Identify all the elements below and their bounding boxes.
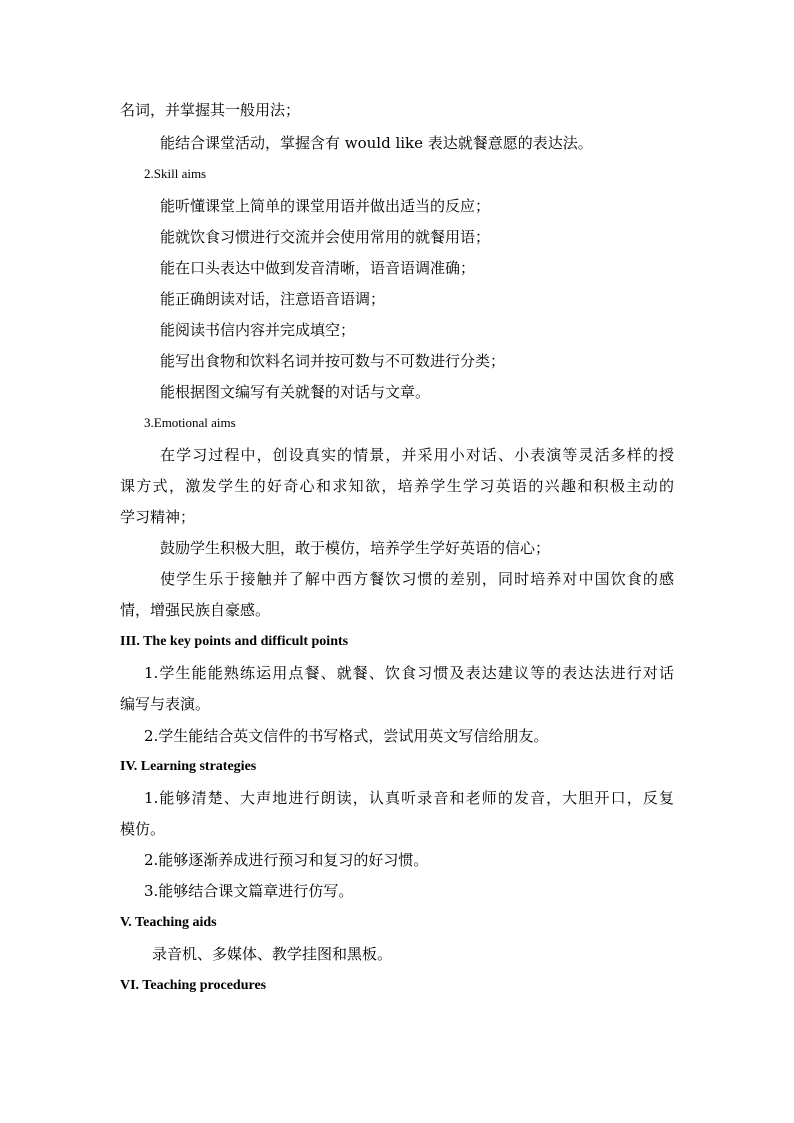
paragraph-line: 鼓励学生积极大胆，敢于模仿，培养学生学好英语的信心； bbox=[160, 539, 551, 557]
section-heading-teaching-aids: V. Teaching aids bbox=[120, 915, 217, 930]
paragraph-line: 3.能够结合课文篇章进行仿写。 bbox=[144, 882, 354, 900]
paragraph-line: 1.学生能能熟练运用点餐、就餐、饮食习惯及表达建议等的表达法进行对话 bbox=[144, 664, 674, 682]
paragraph-line: 能听懂课堂上简单的课堂用语并做出适当的反应； bbox=[160, 197, 491, 215]
section-heading-key-points: III. The key points and difficult points bbox=[120, 634, 349, 649]
paragraph-line: 能就饮食习惯进行交流并会使用常用的就餐用语； bbox=[160, 228, 491, 246]
paragraph-line: 能写出食物和饮料名词并按可数与不可数进行分类； bbox=[160, 352, 506, 370]
paragraph-line: 使学生乐于接触并了解中西方餐饮习惯的差别，同时培养对中国饮食的感 bbox=[160, 570, 674, 588]
paragraph-line: 能阅读书信内容并完成填空； bbox=[160, 321, 356, 339]
paragraph-line: 在学习过程中，创设真实的情景，并采用小对话、小表演等灵活多样的授 bbox=[160, 446, 674, 464]
paragraph-line: 1.能够清楚、大声地进行朗读，认真听录音和老师的发音，大胆开口，反复 bbox=[144, 789, 674, 807]
paragraph-line: 能在口头表达中做到发音清晰，语音语调准确； bbox=[160, 259, 476, 277]
paragraph-line: 能根据图文编写有关就餐的对话与文章。 bbox=[160, 383, 431, 401]
paragraph-line: 情，增强民族自豪感。 bbox=[120, 601, 271, 619]
section-heading-teaching-procedures: VI. Teaching procedures bbox=[120, 978, 267, 993]
paragraph-line: 学习精神； bbox=[120, 508, 196, 526]
paragraph-line: 课方式，激发学生的好奇心和求知欲，培养学生学习英语的兴趣和积极主动的 bbox=[120, 477, 674, 495]
subheading-skill-aims: 2.Skill aims bbox=[144, 166, 207, 181]
subheading-emotional-aims: 3.Emotional aims bbox=[144, 415, 236, 430]
paragraph-line: 能正确朗读对话，注意语音语调； bbox=[160, 290, 386, 308]
paragraph-line: 名词，并掌握其一般用法； bbox=[120, 101, 301, 119]
paragraph-line: 2.学生能结合英文信件的书写格式，尝试用英文写信给朋友。 bbox=[144, 727, 549, 745]
paragraph-line: 录音机、多媒体、教学挂图和黑板。 bbox=[152, 945, 393, 963]
paragraph-line: 模仿。 bbox=[120, 820, 166, 838]
section-heading-learning-strategies: IV. Learning strategies bbox=[120, 759, 257, 774]
paragraph-line: 2.能够逐渐养成进行预习和复习的好习惯。 bbox=[144, 851, 429, 869]
paragraph-line: 能结合课堂活动，掌握含有 would like 表达就餐意愿的表达法。 bbox=[160, 134, 593, 152]
paragraph-line: 编写与表演。 bbox=[120, 695, 211, 713]
